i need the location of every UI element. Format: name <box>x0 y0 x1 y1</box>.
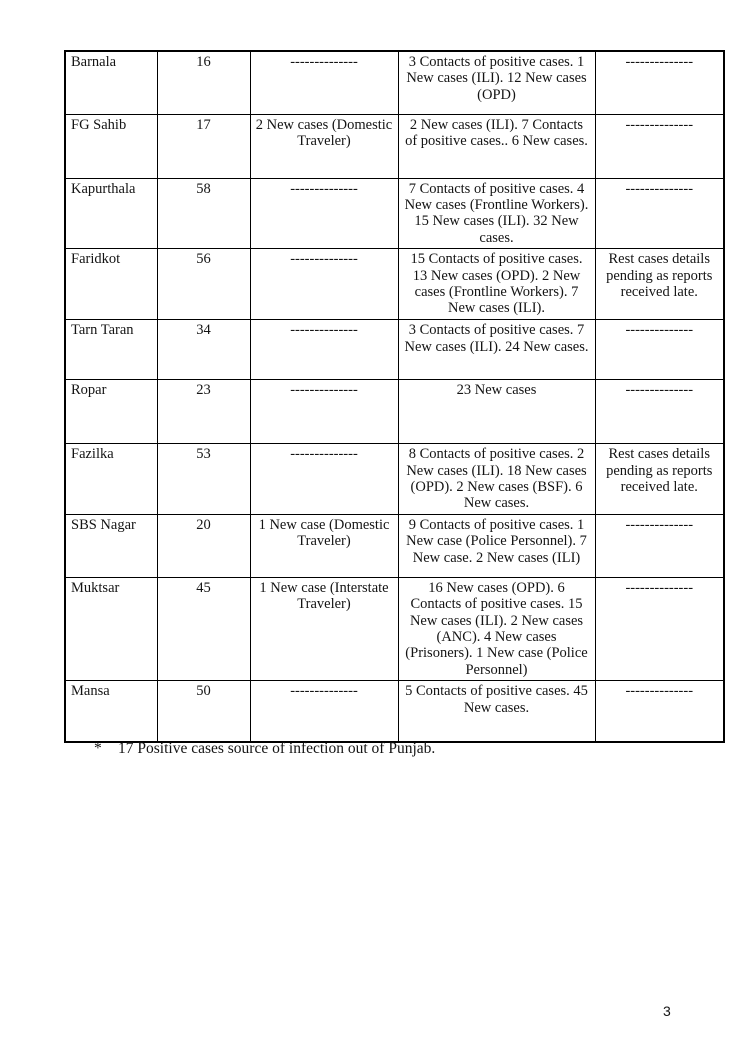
table-row <box>65 114 724 178</box>
district-cell: Muktsar <box>65 577 157 680</box>
district-cell: SBS Nagar <box>65 514 157 577</box>
positive-cases-cell: 23 <box>157 380 250 444</box>
remarks-cell: -------------- <box>595 681 724 742</box>
traveler-cases-cell: 1 New case (Interstate Traveler) <box>250 577 398 680</box>
case-details-cell: 3 Contacts of positive cases. 7 New cases (ILI). 24 New cases. <box>398 320 595 380</box>
table-row <box>65 51 724 114</box>
district-cell: Tarn Taran <box>65 320 157 380</box>
case-details-cell: 7 Contacts of positive cases. 4 New cases (Frontline Workers). 15 New cases (ILI). 32 New cases. <box>398 178 595 249</box>
remarks-cell: Rest cases details pending as reports received late. <box>595 249 724 320</box>
traveler-cases-cell: -------------- <box>250 380 398 444</box>
table-row <box>65 380 724 444</box>
district-cell: Ropar <box>65 380 157 444</box>
district-cases-table <box>64 50 725 743</box>
district-cell: Barnala <box>65 51 157 114</box>
footnote-asterisk: * <box>94 740 102 757</box>
traveler-cases-cell: -------------- <box>250 249 398 320</box>
traveler-cases-cell: 1 New case (Domestic Traveler) <box>250 514 398 577</box>
positive-cases-cell: 56 <box>157 249 250 320</box>
remarks-cell: -------------- <box>595 577 724 680</box>
traveler-cases-cell: -------------- <box>250 681 398 742</box>
traveler-cases-cell: 2 New cases (Domestic Traveler) <box>250 114 398 178</box>
remarks-cell: -------------- <box>595 178 724 249</box>
remarks-cell: -------------- <box>595 380 724 444</box>
positive-cases-cell: 17 <box>157 114 250 178</box>
table-row <box>65 514 724 577</box>
remarks-cell: -------------- <box>595 514 724 577</box>
traveler-cases-cell: -------------- <box>250 320 398 380</box>
table-row <box>65 444 724 515</box>
positive-cases-cell: 50 <box>157 681 250 742</box>
remarks-cell: -------------- <box>595 114 724 178</box>
district-cell: Kapurthala <box>65 178 157 249</box>
table-row <box>65 249 724 320</box>
case-details-cell: 3 Contacts of positive cases. 1 New cases (ILI). 12 New cases (OPD) <box>398 51 595 114</box>
case-details-cell: 8 Contacts of positive cases. 2 New cases (ILI). 18 New cases (OPD). 2 New cases (BSF). 6 New cases. <box>398 444 595 515</box>
case-details-cell: 15 Contacts of positive cases. 13 New cases (OPD). 2 New cases (Frontline Workers). 7 New cases (ILI). <box>398 249 595 320</box>
positive-cases-cell: 20 <box>157 514 250 577</box>
remarks-cell: Rest cases details pending as reports received late. <box>595 444 724 515</box>
remarks-cell: -------------- <box>595 320 724 380</box>
traveler-cases-cell: -------------- <box>250 178 398 249</box>
footnote-text: 17 Positive cases source of infection out of Punjab. <box>118 740 436 757</box>
positive-cases-cell: 16 <box>157 51 250 114</box>
district-cell: FG Sahib <box>65 114 157 178</box>
case-details-cell: 5 Contacts of positive cases. 45 New cases. <box>398 681 595 742</box>
positive-cases-cell: 58 <box>157 178 250 249</box>
case-details-cell: 16 New cases (OPD). 6 Contacts of positive cases. 15 New cases (ILI). 2 New cases (ANC). 4 New cases (Prisoners). 1 New case (Police Personnel) <box>398 577 595 680</box>
page-number: 3 <box>663 1003 671 1019</box>
table-row <box>65 681 724 742</box>
traveler-cases-cell: -------------- <box>250 444 398 515</box>
case-details-cell: 9 Contacts of positive cases. 1 New case (Police Personnel). 7 New case. 2 New cases (ILI) <box>398 514 595 577</box>
district-cell: Faridkot <box>65 249 157 320</box>
table-row <box>65 178 724 249</box>
district-cell: Mansa <box>65 681 157 742</box>
district-cell: Fazilka <box>65 444 157 515</box>
footnote <box>94 740 435 758</box>
table-row <box>65 320 724 380</box>
traveler-cases-cell: -------------- <box>250 51 398 114</box>
positive-cases-cell: 34 <box>157 320 250 380</box>
remarks-cell: -------------- <box>595 51 724 114</box>
case-details-cell: 2 New cases (ILI). 7 Contacts of positive cases.. 6 New cases. <box>398 114 595 178</box>
case-details-cell: 23 New cases <box>398 380 595 444</box>
table-row <box>65 577 724 680</box>
positive-cases-cell: 45 <box>157 577 250 680</box>
positive-cases-cell: 53 <box>157 444 250 515</box>
